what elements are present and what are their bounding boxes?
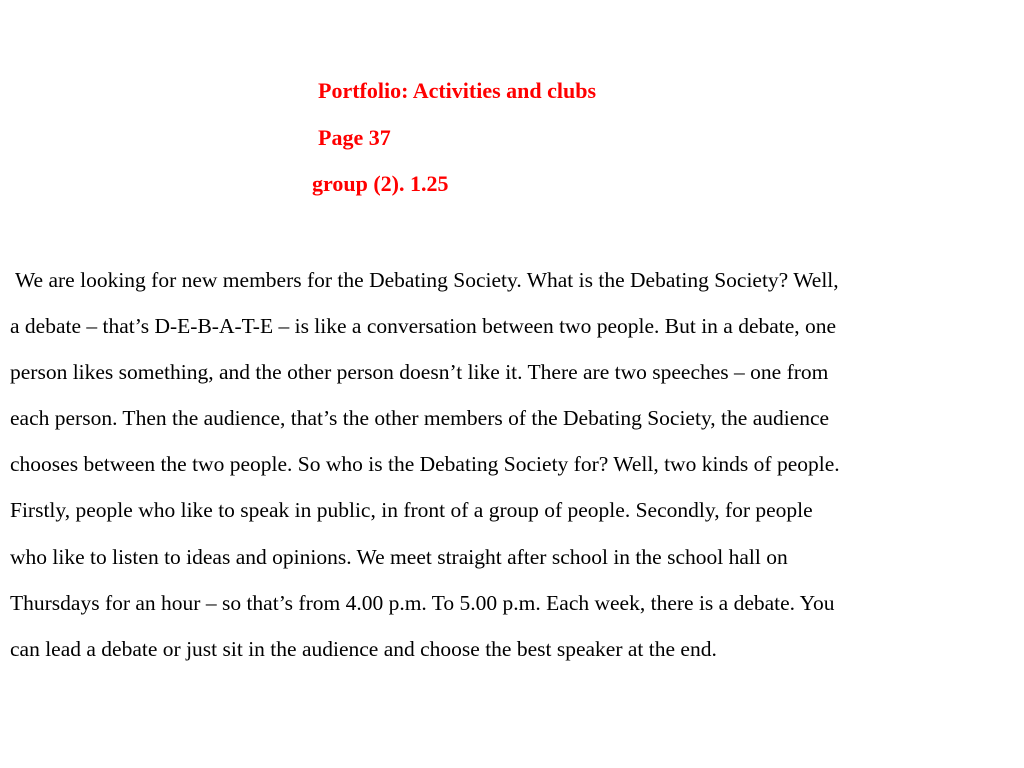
group-label: group (2). 1.25 [312, 171, 449, 196]
body-paragraph [10, 257, 1010, 672]
body-line: each person. Then the audience, that’s the other members of the Debating Society, the audience [10, 406, 830, 431]
body-line: a debate – that’s D-E-B-A-T-E – is like a conversation between two people. But in a debate, one [10, 314, 837, 339]
body-line: Thursdays for an hour – so that’s from 4.00 p.m. To 5.00 p.m. Each week, there is a debate. You [10, 590, 835, 615]
body-line: chooses between the two people. So who is the Debating Society for? Well, two kinds of people. [10, 452, 840, 477]
body-line: Firstly, people who like to speak in public, in front of a group of people. Secondly, for people [10, 498, 813, 523]
body-line: person likes something, and the other person doesn’t like it. There are two speeches – one from [10, 360, 829, 385]
body-line: can lead a debate or just sit in the audience and choose the best speaker at the end. [10, 636, 717, 661]
portfolio-title: Portfolio: Activities and clubs [318, 78, 597, 103]
page-number: Page 37 [318, 125, 391, 150]
body-line: We are looking for new members for the Debating Society. What is the Debating Society? Well, [10, 268, 839, 292]
body-line: who like to listen to ideas and opinions. We meet straight after school in the school hall on [10, 544, 788, 569]
